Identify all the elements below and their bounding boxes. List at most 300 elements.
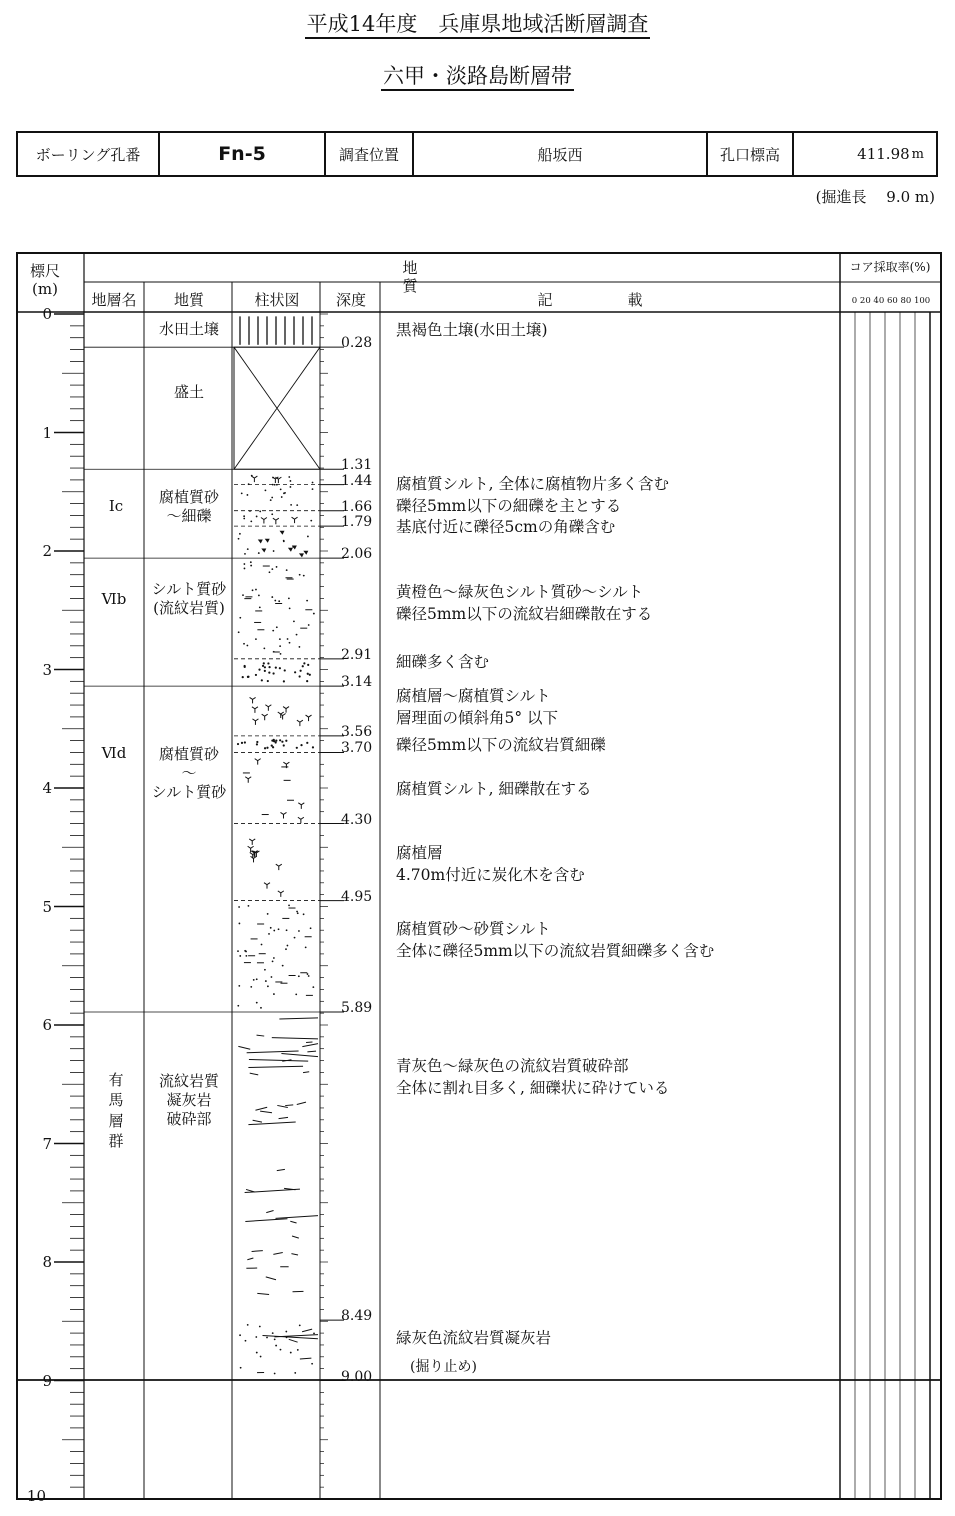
- sand-dot: [253, 979, 255, 981]
- scale-label: 7: [42, 1134, 52, 1153]
- sand-dot: [259, 511, 261, 513]
- sand-dot: [312, 746, 314, 748]
- sand-dot: [307, 673, 309, 675]
- sand-dot: [243, 515, 245, 517]
- sand-dot: [287, 945, 289, 947]
- sand-dot: [267, 985, 269, 987]
- sand-dot: [303, 662, 305, 664]
- sand-dot: [242, 594, 244, 596]
- geology-heading: 地 質: [402, 259, 493, 295]
- sand-dot: [250, 561, 252, 563]
- geology-name: 腐植質砂 〜細礫: [158, 488, 219, 525]
- sand-dot: [290, 486, 292, 488]
- pebble-mark: [299, 553, 304, 557]
- sand-dot: [271, 568, 273, 570]
- sand-dot: [283, 680, 285, 682]
- scale-label: 2: [42, 542, 52, 560]
- elevation-label: 孔口標高: [719, 145, 780, 164]
- sand-dot: [269, 571, 271, 573]
- sand-dot: [239, 533, 241, 535]
- sand-dot: [296, 911, 298, 913]
- sand-dot: [272, 477, 274, 479]
- sand-dot: [247, 548, 249, 550]
- sand-dot: [238, 906, 240, 908]
- sand-dot: [255, 674, 257, 676]
- sand-dot: [264, 666, 266, 668]
- fracture-mark: [246, 1189, 255, 1192]
- sand-dot: [309, 674, 311, 676]
- sand-dot: [245, 1340, 247, 1342]
- fracture-mark: [272, 1038, 318, 1039]
- sand-dot: [282, 965, 284, 967]
- fracture-mark: [291, 1254, 298, 1255]
- fracture-mark: [290, 1221, 296, 1223]
- sand-dot: [271, 513, 273, 515]
- fracture-mark: [279, 1018, 318, 1019]
- sand-dot: [275, 667, 277, 669]
- sand-dot: [289, 642, 291, 644]
- sand-dot: [259, 606, 261, 608]
- sand-dot: [285, 948, 287, 950]
- fracture-mark: [247, 1258, 253, 1260]
- sand-dot: [294, 671, 296, 673]
- sand-dot: [308, 975, 310, 977]
- sand-dot: [271, 497, 273, 499]
- sand-dot: [284, 669, 286, 671]
- humus-mark: [250, 697, 256, 703]
- drill-length: (掘進長 9.0 m): [815, 188, 935, 206]
- sand-dot: [245, 955, 247, 957]
- sand-dot: [300, 670, 302, 672]
- sand-dot: [287, 638, 289, 640]
- sand-dot: [255, 638, 257, 640]
- sand-dot: [262, 665, 264, 667]
- fracture-mark: [238, 1046, 250, 1049]
- fracture-mark: [266, 1211, 273, 1213]
- fracture-mark: [250, 1073, 258, 1075]
- sand-dot: [297, 912, 299, 914]
- pebble-mark: [258, 540, 263, 544]
- unit-name: Ⅵb: [101, 590, 127, 608]
- humus-mark: [278, 891, 284, 897]
- sand-dot: [308, 624, 310, 626]
- sand-dot: [239, 923, 241, 925]
- sand-dot: [250, 565, 252, 567]
- sand-dot: [288, 904, 290, 906]
- humus-mark: [255, 759, 261, 765]
- sand-dot: [303, 575, 305, 577]
- humus-mark: [292, 517, 298, 523]
- sand-dot: [272, 484, 274, 486]
- depth-label: 4.30: [341, 811, 373, 828]
- depth-label: 1.79: [341, 514, 373, 531]
- sand-dot: [299, 1324, 301, 1326]
- elevation-value: 411.98 m: [857, 145, 924, 163]
- geology-name: 盛土: [173, 383, 204, 401]
- sand-dot: [267, 913, 269, 915]
- sand-dot: [299, 646, 301, 648]
- geology-name: 水田土壌: [158, 320, 219, 338]
- sand-dot: [289, 607, 291, 609]
- sand-dot: [238, 631, 240, 633]
- sand-dot: [256, 1352, 258, 1354]
- fracture-mark: [248, 1066, 303, 1067]
- fracture-mark: [248, 1122, 295, 1125]
- sand-dot: [242, 676, 244, 678]
- sand-dot: [310, 927, 312, 929]
- fracture-mark: [275, 1216, 318, 1219]
- unit-name-heading: 地層名: [91, 291, 137, 309]
- sand-dot: [256, 743, 258, 745]
- sand-dot: [298, 930, 300, 932]
- depth-label: 0.28: [341, 335, 373, 352]
- sand-dot: [307, 664, 309, 666]
- description: 緑灰色流紋岩質凝灰岩: [396, 1329, 552, 1347]
- humus-mark: [251, 856, 257, 862]
- fracture-mark: [277, 1169, 285, 1170]
- sand-dot: [261, 944, 263, 946]
- sand-dot: [263, 647, 265, 649]
- fracture-mark: [273, 1252, 282, 1254]
- sand-dot: [270, 927, 272, 929]
- sand-dot: [265, 489, 267, 491]
- scale-label: 3: [42, 660, 52, 679]
- scale-label: 4: [42, 779, 52, 797]
- description: 腐植質シルト, 細礫散在する: [396, 780, 592, 798]
- fracture-mark: [307, 1051, 316, 1052]
- location-label: 調査位置: [338, 145, 399, 164]
- sand-dot: [239, 955, 241, 957]
- sand-dot: [237, 743, 239, 745]
- sand-dot: [312, 488, 314, 490]
- humus-mark: [249, 839, 255, 845]
- sand-dot: [239, 1334, 241, 1336]
- sand-dot: [274, 600, 276, 602]
- sand-dot: [312, 986, 314, 988]
- sand-dot: [274, 484, 276, 486]
- humus-mark: [245, 777, 251, 783]
- sand-dot: [290, 504, 292, 506]
- humus-mark: [252, 707, 258, 713]
- sand-dot: [288, 598, 290, 600]
- sand-dot: [305, 946, 307, 948]
- sand-dot: [276, 566, 278, 568]
- depth-label: 3.56: [341, 723, 373, 740]
- sand-dot: [286, 929, 288, 931]
- description: 青灰色〜緑灰色の流紋岩質破砕部 全体に割れ目多く, 細礫状に砕けている: [396, 1057, 670, 1097]
- depth-label: 5.89: [341, 999, 373, 1016]
- fracture-mark: [245, 1219, 287, 1222]
- sand-dot: [268, 933, 270, 935]
- depth-label: 1.31: [341, 457, 373, 474]
- sand-dot: [238, 538, 240, 540]
- sand-dot: [243, 563, 245, 565]
- sand-dot: [273, 550, 275, 552]
- sand-dot: [256, 1002, 258, 1004]
- geology-name: 腐植質砂 〜 シルト質砂: [151, 745, 227, 801]
- sand-dot: [248, 905, 250, 907]
- depth-label: 1.44: [341, 472, 373, 489]
- scale-label: 1: [42, 423, 52, 442]
- sand-dot: [255, 589, 257, 591]
- sand-dot: [256, 978, 258, 980]
- sand-dot: [274, 1338, 276, 1340]
- sand-dot: [273, 930, 275, 932]
- sand-dot: [293, 620, 295, 622]
- sand-dot: [271, 745, 273, 747]
- sand-dot: [266, 1337, 268, 1339]
- sand-dot: [306, 600, 308, 602]
- fracture-mark: [252, 1251, 263, 1252]
- fracture-mark: [255, 1107, 267, 1110]
- sand-dot: [296, 634, 298, 636]
- sand-dot: [290, 1352, 292, 1354]
- humus-mark: [306, 715, 312, 721]
- sand-dot: [284, 492, 286, 494]
- humus-mark: [297, 720, 303, 726]
- sand-dot: [275, 740, 277, 742]
- sand-dot: [297, 1349, 299, 1351]
- sand-dot: [272, 1332, 274, 1334]
- humus-mark: [276, 864, 282, 870]
- sand-dot: [307, 536, 309, 538]
- fracture-mark: [260, 1111, 272, 1113]
- description: 腐植層 4.70m付近に炭化木を含む: [396, 844, 585, 884]
- sand-dot: [258, 595, 260, 597]
- sand-dot: [299, 574, 301, 576]
- sand-dot: [306, 742, 308, 744]
- scale-label: 8: [42, 1253, 52, 1271]
- page-title: 平成14年度 兵庫県地域活断層調査: [0, 8, 955, 38]
- sand-dot: [264, 747, 266, 749]
- fracture-mark: [297, 1102, 306, 1104]
- unit-name: 有 馬 層 群: [108, 1071, 124, 1150]
- fracture-mark: [300, 1358, 311, 1359]
- depth-label: 2.06: [341, 546, 373, 563]
- depth-label: 9.00: [341, 1368, 373, 1385]
- sand-dot: [296, 504, 298, 506]
- humus-mark: [264, 883, 270, 889]
- sand-dot: [292, 546, 294, 548]
- sand-dot: [243, 643, 245, 645]
- sand-dot: [313, 613, 315, 615]
- sand-dot: [278, 600, 280, 602]
- sand-dot: [240, 1367, 242, 1369]
- humus-mark: [252, 719, 258, 725]
- sand-dot: [283, 540, 285, 542]
- sand-dot: [278, 928, 280, 930]
- scale-label: 9: [42, 1371, 52, 1390]
- boring-label: ボーリング孔番: [35, 145, 141, 164]
- sand-dot: [259, 1326, 261, 1328]
- description-heading: 記 載: [537, 291, 643, 309]
- sand-dot: [285, 740, 287, 742]
- sand-dot: [280, 653, 282, 655]
- sand-dot: [280, 1349, 282, 1351]
- depth-label: 1.66: [341, 498, 373, 515]
- scale-label: 5: [42, 897, 52, 916]
- fracture-mark: [281, 1053, 318, 1056]
- sand-dot: [255, 1336, 257, 1338]
- sand-dot: [267, 680, 269, 682]
- sand-dot: [286, 569, 288, 571]
- sand-dot: [279, 645, 281, 647]
- sand-dot: [237, 950, 239, 952]
- sand-dot: [241, 742, 243, 744]
- sand-dot: [247, 494, 249, 496]
- sand-dot: [288, 476, 290, 478]
- scale-heading: 標尺 (m): [29, 262, 60, 298]
- sand-dot: [260, 1007, 262, 1009]
- core-ticks: 0 20 40 60 80 100: [851, 296, 931, 306]
- fracture-mark: [257, 1293, 269, 1294]
- sand-dot: [300, 744, 302, 746]
- description: 細礫多く含む: [396, 653, 490, 671]
- sand-dot: [294, 937, 296, 939]
- boring-number: Fn-5: [218, 143, 266, 165]
- sand-dot: [252, 589, 254, 591]
- depth-label: 3.14: [341, 674, 373, 691]
- description: 腐植質シルト, 全体に腐植物片多く含む 礫径5mm以下の細礫を主とする 基底付近に礫径5cmの角礫含む: [396, 475, 669, 537]
- core-heading: コア採取率(%): [849, 260, 931, 274]
- humus-mark: [298, 803, 304, 809]
- humus-mark: [273, 518, 279, 524]
- scale-label: 10: [26, 1487, 46, 1505]
- description: 黒褐色土壌(水田土壌): [396, 321, 548, 339]
- description: 礫径5mm以下の流紋岩質細礫: [396, 736, 606, 754]
- fracture-mark: [303, 1072, 309, 1073]
- fracture-mark: [279, 1117, 288, 1118]
- sand-dot: [247, 1324, 249, 1326]
- sand-dot: [247, 676, 249, 678]
- fracture-mark: [302, 1329, 312, 1332]
- sand-dot: [276, 484, 278, 486]
- sand-dot: [258, 669, 260, 671]
- scale-label: 6: [42, 1016, 52, 1034]
- fracture-mark: [302, 1044, 318, 1047]
- fracture-mark: [285, 1105, 293, 1106]
- sand-dot: [248, 483, 250, 485]
- sand-dot: [306, 680, 308, 682]
- sand-dot: [303, 913, 305, 915]
- description: 腐植質砂〜砂質シルト 全体に礫径5mm以下の流紋岩質細礫多く含む: [396, 920, 715, 960]
- fracture-mark: [284, 1188, 295, 1189]
- location-value: 船坂西: [537, 145, 583, 164]
- column-heading: 柱状図: [254, 291, 300, 309]
- sand-dot: [244, 741, 246, 743]
- sand-dot: [268, 672, 270, 674]
- sand-dot: [244, 568, 246, 570]
- sand-dot: [273, 993, 275, 995]
- sand-dot: [298, 975, 300, 977]
- pebble-mark: [288, 548, 293, 552]
- sand-dot: [267, 662, 269, 664]
- unit-name: Ⅰc: [108, 497, 124, 515]
- humus-mark: [262, 714, 268, 720]
- pebble-mark: [303, 551, 308, 555]
- sand-dot: [279, 638, 281, 640]
- sand-dot: [250, 986, 252, 988]
- sand-dot: [279, 667, 281, 669]
- pebble-mark: [265, 539, 270, 543]
- sand-dot: [275, 1345, 277, 1347]
- sand-dot: [273, 957, 275, 959]
- sand-dot: [264, 969, 266, 971]
- fracture-mark: [257, 1035, 265, 1036]
- geology-name: シルト質砂 (流紋岩質): [151, 580, 227, 617]
- sand-dot: [274, 1373, 276, 1375]
- sand-dot: [241, 492, 243, 494]
- sand-dot: [272, 630, 274, 632]
- sand-dot: [295, 993, 297, 995]
- sand-dot: [279, 739, 281, 741]
- sand-dot: [290, 480, 292, 482]
- geo-heading: 地質: [173, 291, 204, 309]
- sand-dot: [281, 496, 283, 498]
- sand-dot: [244, 666, 246, 668]
- sand-dot: [258, 552, 260, 554]
- sand-dot: [285, 1331, 287, 1333]
- sand-dot: [238, 985, 240, 987]
- sand-dot: [256, 516, 258, 518]
- humus-mark: [261, 518, 267, 524]
- fracture-mark: [289, 1339, 298, 1342]
- sand-dot: [311, 1363, 313, 1365]
- fracture-mark: [266, 1277, 276, 1280]
- sand-dot: [272, 672, 274, 674]
- sand-dot: [276, 626, 278, 628]
- description: 腐植層〜腐植質シルト 層理面の傾斜角5° 以下: [396, 687, 559, 727]
- geology-name: 流紋岩質 凝灰岩 破砕部: [158, 1072, 219, 1128]
- sand-dot: [270, 499, 272, 501]
- fracture-mark: [253, 1120, 262, 1122]
- description: (掘り止め): [410, 1359, 477, 1375]
- sand-dot: [237, 1005, 239, 1007]
- pebble-mark: [261, 549, 266, 553]
- sand-dot: [244, 553, 246, 555]
- unit-name: Ⅵd: [101, 744, 127, 762]
- sand-dot: [261, 679, 263, 681]
- sand-dot: [239, 617, 241, 619]
- sand-dot: [307, 973, 309, 975]
- humus-mark: [280, 812, 286, 818]
- fracture-mark: [292, 1236, 299, 1238]
- sand-dot: [271, 596, 273, 598]
- sand-dot: [263, 662, 265, 664]
- sand-dot: [244, 950, 246, 952]
- sand-dot: [296, 747, 298, 749]
- depth-label: 8.49: [341, 1308, 373, 1325]
- sand-dot: [250, 521, 252, 523]
- sand-dot: [251, 475, 253, 477]
- sand-dot: [281, 741, 283, 743]
- sand-dot: [265, 980, 267, 982]
- sand-dot: [310, 520, 312, 522]
- scale-label: 0: [42, 305, 52, 323]
- fracture-mark: [249, 1059, 308, 1061]
- humus-mark: [298, 817, 304, 823]
- humus-mark: [283, 707, 289, 713]
- sand-dot: [268, 666, 270, 668]
- page-subtitle: 六甲・淡路島断層帯: [0, 60, 955, 90]
- description: 黄橙色〜緑灰色シルト質砂〜シルト 礫径5mm以下の流紋岩細礫散在する: [396, 583, 653, 623]
- sand-dot: [272, 960, 274, 962]
- depth-heading: 深度: [335, 291, 366, 309]
- sand-dot: [313, 1332, 315, 1334]
- sand-dot: [280, 488, 282, 490]
- sand-dot: [302, 665, 304, 667]
- depth-label: 3.70: [341, 740, 373, 757]
